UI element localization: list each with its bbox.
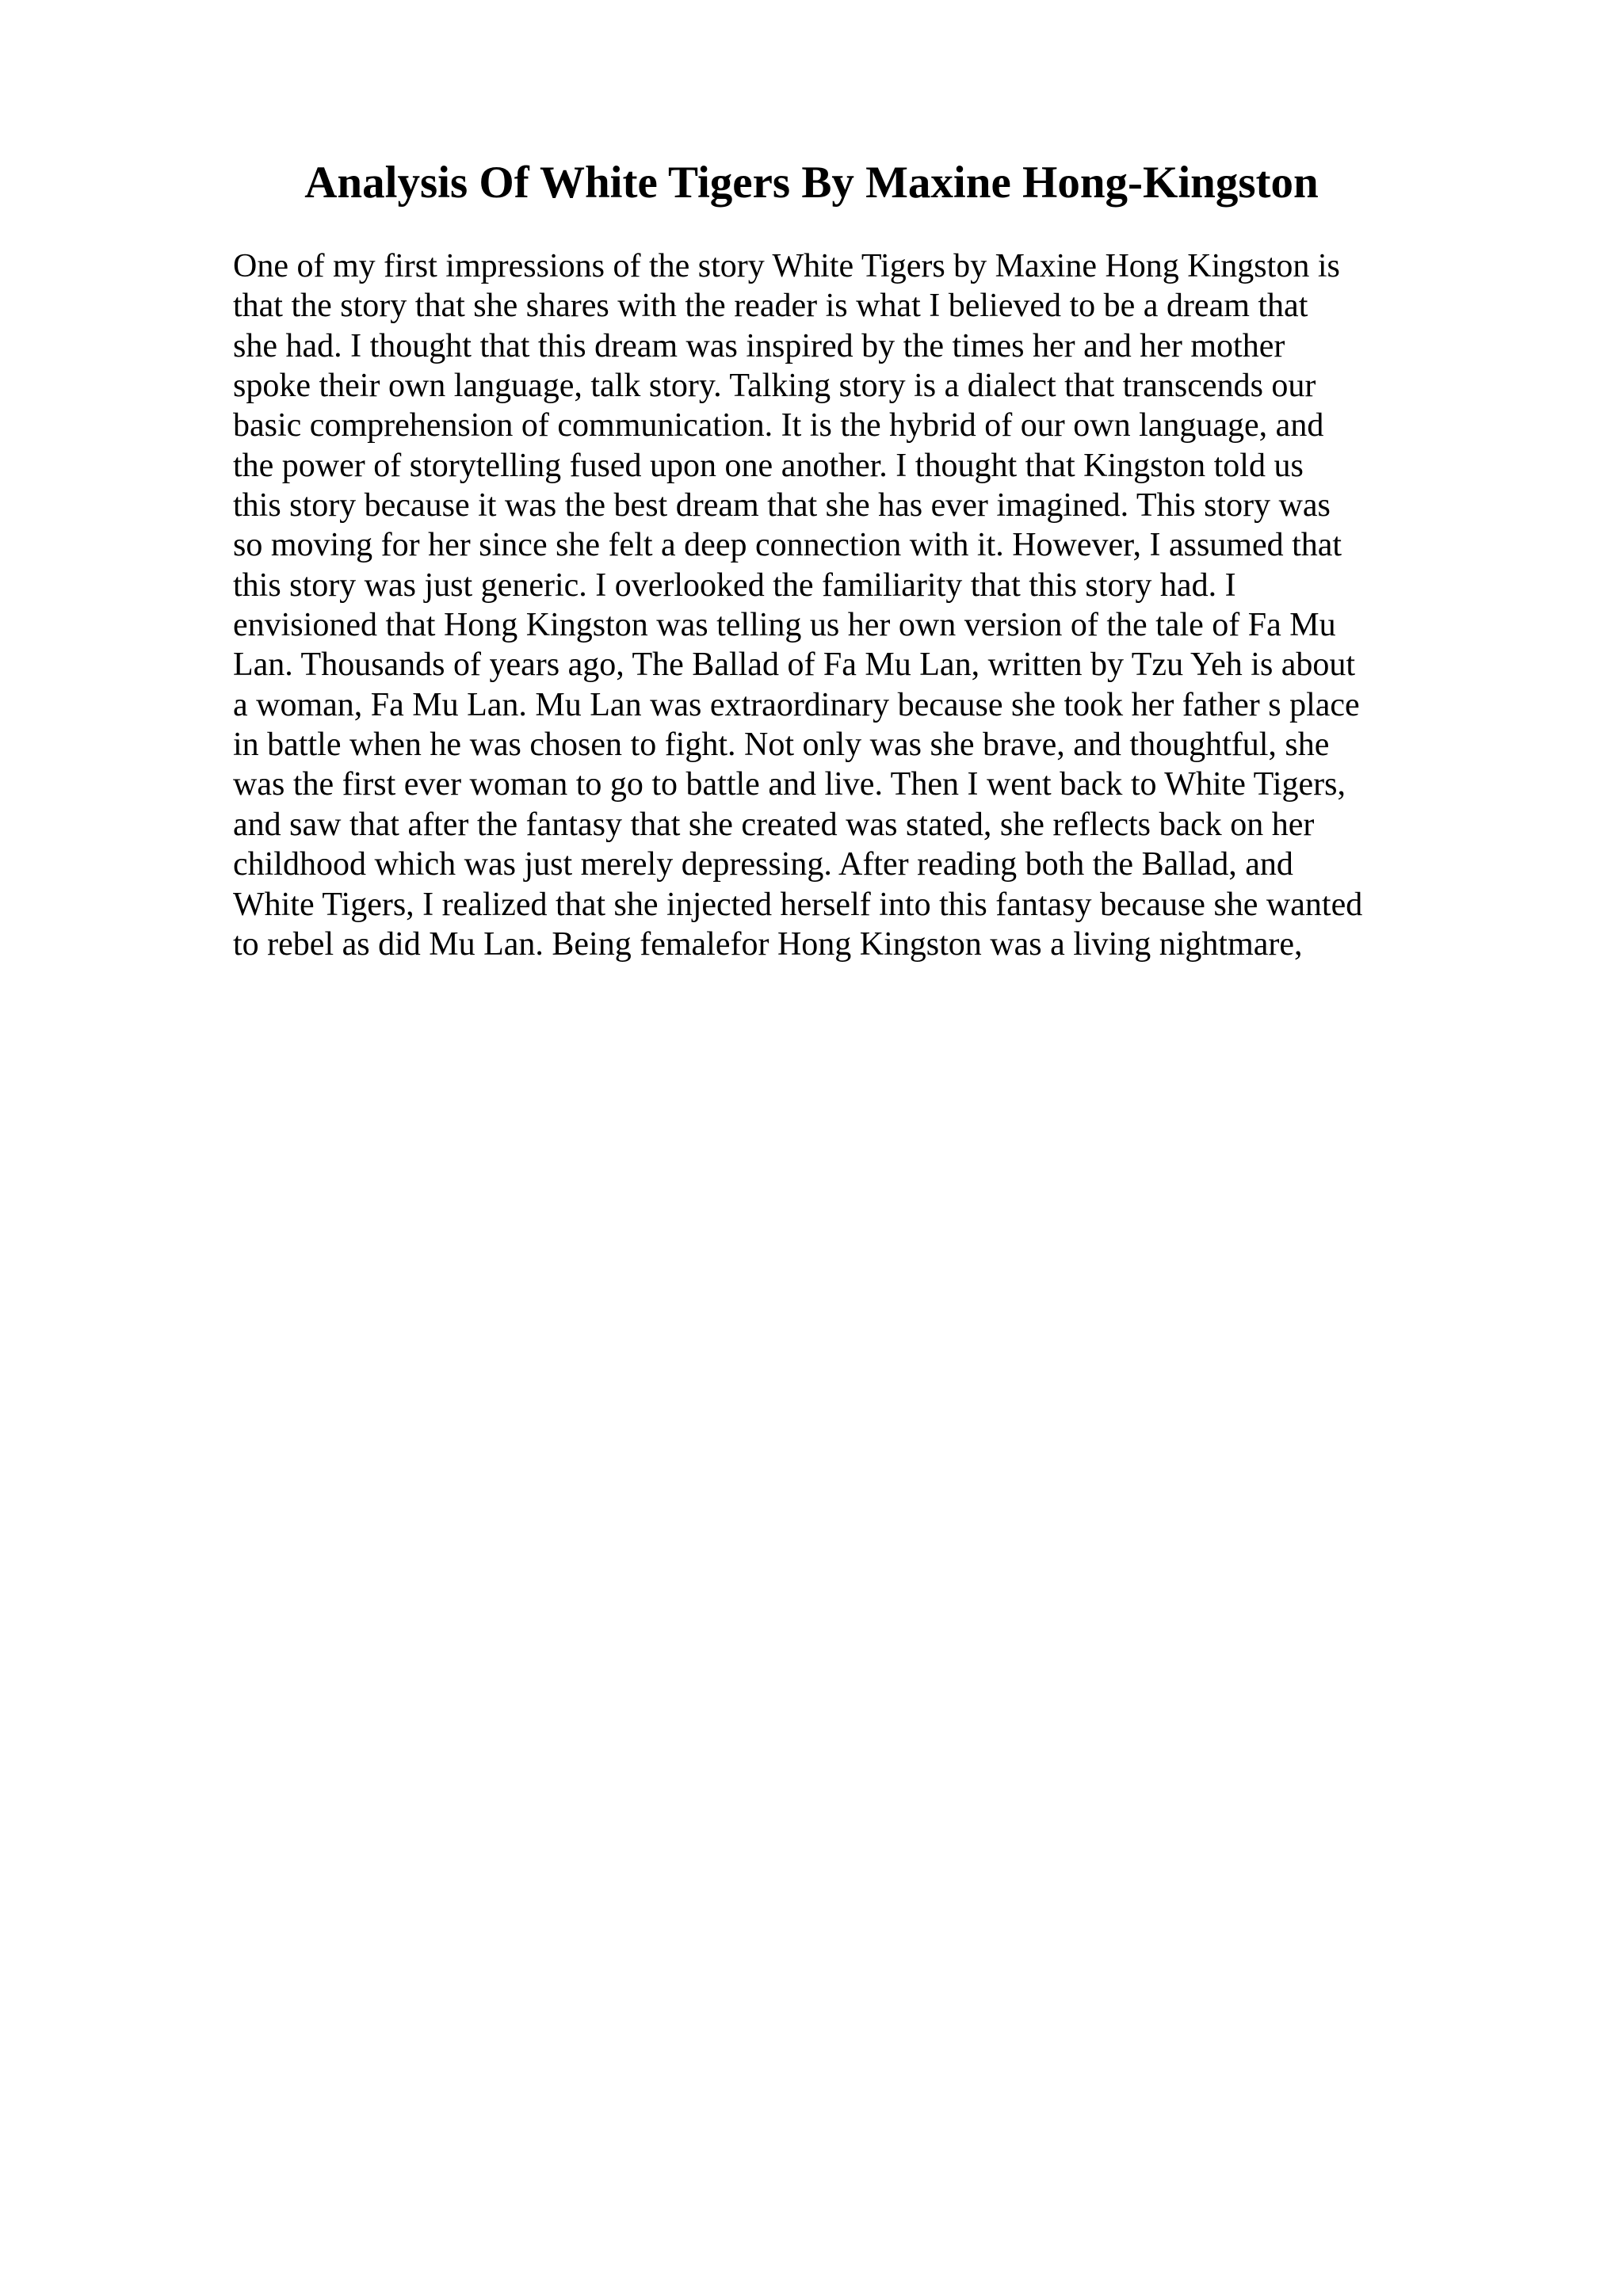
paragraph-line: envisioned that Hong Kingston was telling us her own version of the tale of Fa Mu [233,607,1336,644]
paragraph-line: to rebel as did Mu Lan. Being femalefor Hong Kingston was a living nightmare, [233,925,1303,963]
paragraph-line: a woman, Fa Mu Lan. Mu Lan was extraordinary because she took her father s place [233,686,1360,723]
paragraph-line: Lan. Thousands of years ago, The Ballad of Fa Mu Lan, written by Tzu Yeh is about [233,646,1356,684]
paragraph-line: the power of storytelling fused upon one another. I thought that Kingston told us [233,447,1304,484]
paragraph-line: so moving for her since she felt a deep connection with it. However, I assumed that [233,527,1342,564]
paragraph-line: she had. I thought that this dream was inspired by the times her and her mother [233,327,1285,364]
paragraph-line: this story because it was the best dream that she has ever imagined. This story was [233,487,1331,524]
paragraph-line: and saw that after the fantasy that she created was stated, she reflects back on her [233,806,1315,843]
paragraph-line: One of my first impressions of the story White Tigers by Maxine Hong Kingston is [233,248,1340,284]
paragraph-line: that the story that she shares with the reader is what I believed to be a dream that [233,288,1308,325]
document-title: Analysis Of White Tigers By Maxine Hong-Kingston [304,158,1319,208]
paragraph-line: was the first ever woman to go to battle and live. Then I went back to White Tigers, [233,766,1346,803]
paragraph-line: this story was just generic. I overlooked the familiarity that this story had. I [233,566,1236,604]
body-paragraph [233,246,1517,964]
paragraph-line: in battle when he was chosen to fight. Not only was she brave, and thoughtful, she [233,727,1330,764]
paragraph-line: basic comprehension of communication. It is the hybrid of our own language, and [233,407,1324,444]
paragraph-line: White Tigers, I realized that she injected herself into this fantasy because she wanted [233,886,1363,923]
paragraph-line: childhood which was just merely depressing. After reading both the Ballad, and [233,846,1293,883]
paragraph-line: spoke their own language, talk story. Talking story is a dialect that transcends our [233,368,1316,405]
